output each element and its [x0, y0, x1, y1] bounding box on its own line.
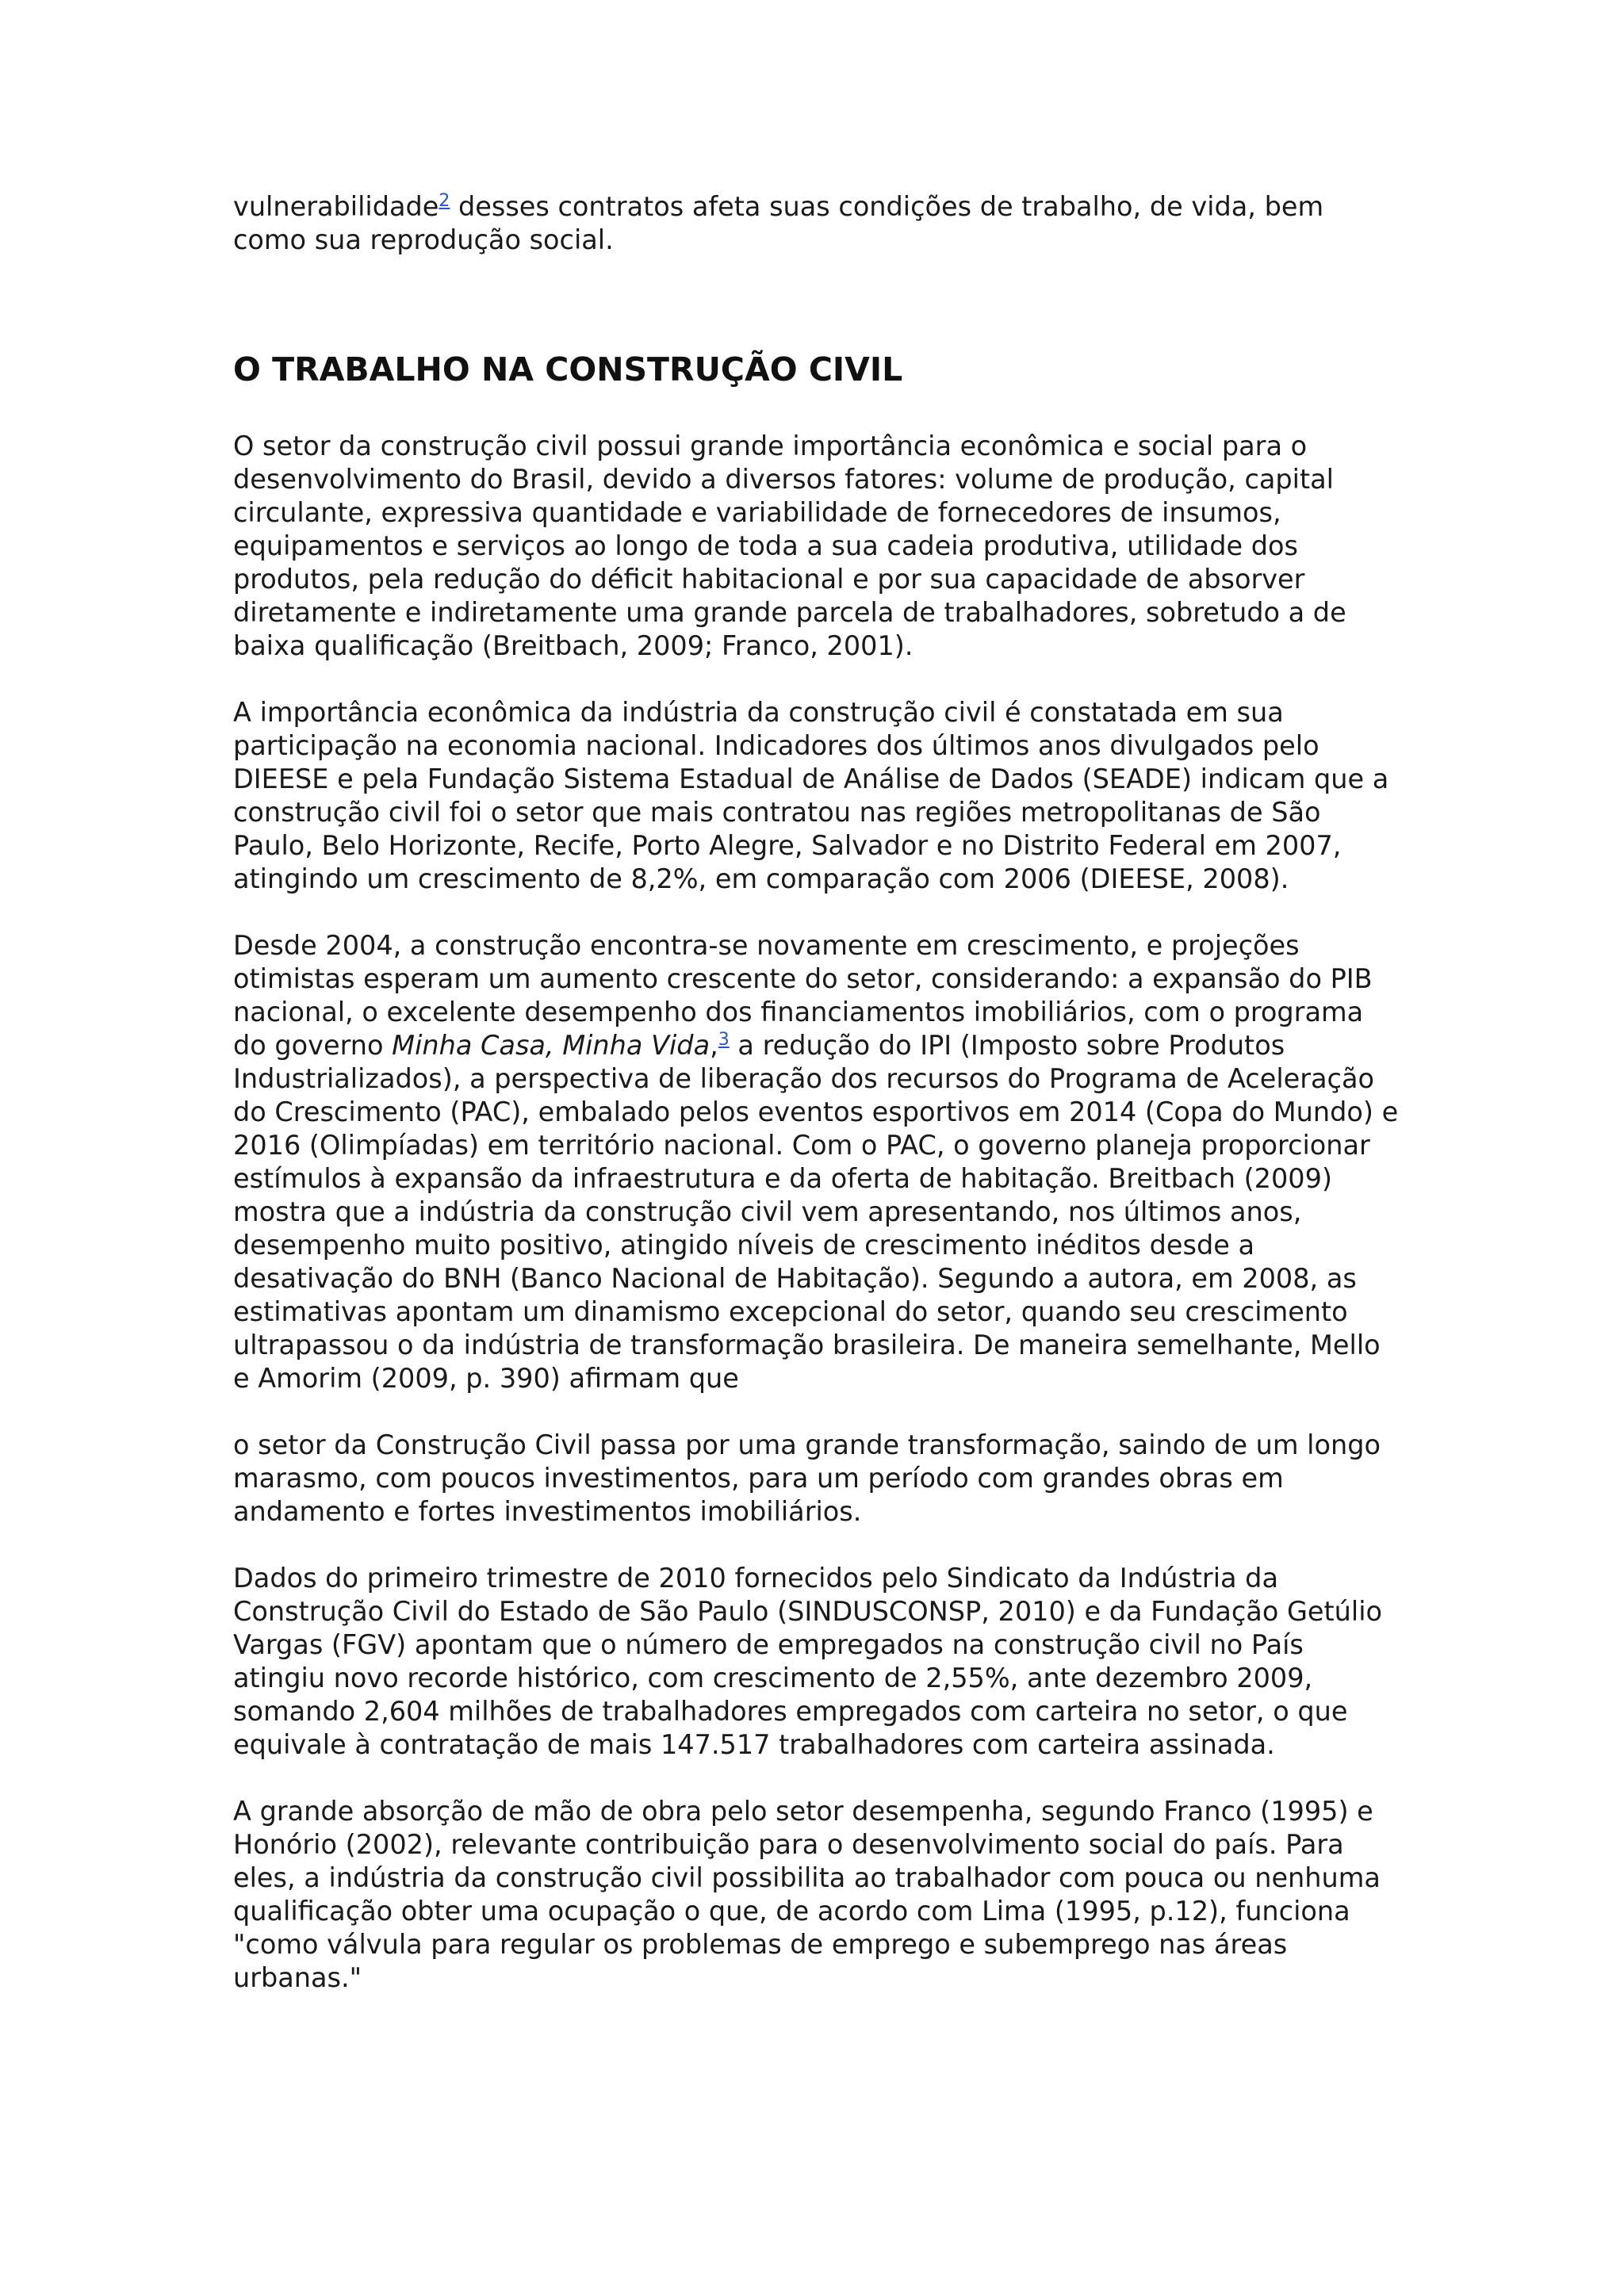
document-page — [233, 190, 1399, 1995]
paragraph-4: Dados do primeiro trimestre de 2010 fornecidos pelo Sindicato da Indústria da Construção Civil do Estado de São Paulo (SINDUSCONSP, 2010) e da Fundação Getúlio Vargas (FGV) apontam que o número de empregados na construção civil no País atingiu novo recorde histórico, com crescimento de 2,55%, ante dezembro 2009, somando 2,604 milhões de trabalhadores empregados com carteira no setor, o que equivale à contratação de mais 147.517 trabalhadores com carteira assinada. — [233, 1563, 1383, 1760]
paragraph-3 — [233, 929, 1399, 1395]
footnote-link-3[interactable]: 3 — [718, 1029, 730, 1050]
intro-paragraph — [233, 190, 1399, 257]
section-heading: O TRABALHO NA CONSTRUÇÃO CIVIL — [233, 350, 903, 388]
block-quote: o setor da Construção Civil passa por uma grande transformação, saindo de um longo marasmo, com poucos investimentos, para um período com grandes obras em andamento e fortes investimentos imobiliários. — [233, 1429, 1381, 1527]
paragraph-2: A importância econômica da indústria da construção civil é constatada em sua participação na economia nacional. Indicadores dos últimos anos divulgados pelo DIEESE e pela Fundação Sistema Estadual de Análise de Dados (SEADE) indicam que a construção civil foi o setor que mais contratou nas regiões metropolitanas de São Paulo, Belo Horizonte, Recife, Porto Alegre, Salvador e no Distrito Federal em 2007, atingindo um crescimento de 8,2%, em comparação com 2006 (DIEESE, 2008). — [233, 697, 1389, 894]
program-name: Minha Casa, Minha Vida — [392, 1030, 710, 1061]
intro-word: vulnerabilidade — [233, 191, 439, 222]
paragraph-3-comma: , — [710, 1030, 718, 1061]
paragraph-5: A grande absorção de mão de obra pelo setor desempenha, segundo Franco (1995) e Honório (2002), relevante contribuição para o desenvolvimento social do país. Para eles, a indústria da construção civil possibilita ao trabalhador com pouca ou nenhuma qualificação obter uma ocupação o que, de acordo com Lima (1995, p.12), funciona "como válvula para regular os problemas de emprego e subemprego nas áreas urbanas." — [233, 1796, 1381, 1993]
footnote-marker-2 — [439, 191, 450, 211]
footnote-marker-3 — [718, 1030, 730, 1050]
footnote-link-2[interactable]: 2 — [439, 190, 450, 211]
intro-rest: desses contratos afeta suas condições de trabalho, de vida, bem como sua reprodução social. — [233, 191, 1324, 255]
paragraph-3-start: Desde 2004, a construção encontra-se novamente em crescimento, e projeções otimistas esperam um aumento crescente do setor, considerando: a expansão do PIB nacional, o excelente desempenho dos financiamentos imobiliários, com o programa do governo — [233, 930, 1373, 1061]
paragraph-3-end: a redução do IPI (Imposto sobre Produtos Industrializados), a perspectiva de liberação dos recursos do Programa de Aceleração do Crescimento (PAC), embalado pelos eventos esportivos em 2014 (Copa do Mundo) e 2016 (Olimpíadas) em território nacional. Com o PAC, o governo planeja proporcionar estímulos à expansão da infraestrutura e da oferta de habitação. Breitbach (2009) mostra que a indústria da construção civil vem apresentando, nos últimos anos, desempenho muito positivo, atingido níveis de crescimento inéditos desde a desativação do BNH (Banco Nacional de Habitação). Segundo a autora, em 2008, as estimativas apontam um dinamismo excepcional do setor, quando seu crescimento ultrapassou o da indústria de transformação brasileira. De maneira semelhante, Mello e Amorim (2009, p. 390) afirmam que — [233, 1030, 1399, 1394]
paragraph-1: O setor da construção civil possui grande importância econômica e social para o desenvolvimento do Brasil, devido a diversos fatores: volume de produção, capital circulante, expressiva quantidade e variabilidade de fornecedores de insumos, equipamentos e serviços ao longo de toda a sua cadeia produtiva, utilidade dos produtos, pela redução do déficit habitacional e por sua capacidade de absorver diretamente e indiretamente uma grande parcela de trabalhadores, sobretudo a de baixa qualificação (Breitbach, 2009; Franco, 2001). — [233, 430, 1346, 661]
